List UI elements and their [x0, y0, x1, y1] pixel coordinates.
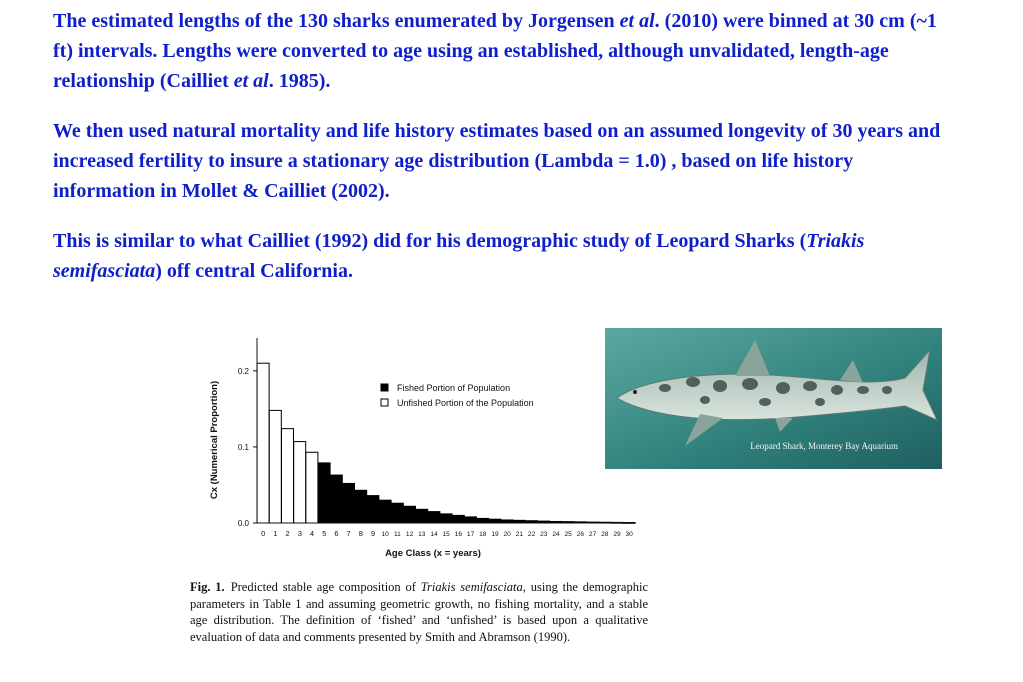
- legend-swatch-fished: [381, 384, 388, 391]
- bar-age-8: [355, 490, 367, 523]
- x-tick-label: 29: [613, 531, 621, 538]
- x-tick-label: 11: [393, 531, 401, 538]
- p3-text-c: ) off central California.: [155, 260, 353, 282]
- bar-age-9: [367, 496, 379, 523]
- y-tick-label: 0.0: [237, 519, 249, 528]
- bar-age-2: [282, 429, 294, 523]
- bar-age-15: [440, 514, 452, 523]
- x-tick-label: 8: [358, 529, 363, 538]
- x-tick-label: 1: [273, 529, 278, 538]
- x-tick-label: 17: [466, 531, 475, 538]
- y-tick-label: 0.2: [237, 366, 249, 376]
- y-tick-label: 0.1: [237, 442, 249, 452]
- x-tick-label: 9: [370, 529, 376, 538]
- bar-age-13: [416, 509, 428, 523]
- x-tick-label: 15: [442, 531, 450, 538]
- leopard-shark-photo: [605, 328, 942, 469]
- p3-text-a: This is similar to what Cailliet (1992) did for his demographic study of Leopard Sharks (: [53, 230, 807, 252]
- bar-age-14: [428, 512, 440, 523]
- x-tick-label: 26: [576, 531, 585, 538]
- age-distribution-chart: [200, 330, 640, 565]
- bar-age-19: [489, 519, 501, 523]
- x-tick-label: 13: [418, 531, 426, 538]
- p1-text-c: . (2010) were binned at 30 cm (~1 ft) intervals. Lengths were converted to age using an established, although unvalidated, length-age relationship (Cailliet: [53, 10, 937, 92]
- bar-age-3: [294, 442, 306, 523]
- x-tick-label: 2: [285, 529, 290, 538]
- bar-age-17: [465, 517, 477, 523]
- x-tick-label: 19: [491, 531, 499, 538]
- paragraph-1: [53, 6, 953, 96]
- bar-age-0: [257, 363, 269, 523]
- photo-caption: Leopard Shark, Monterey Bay Aquarium: [750, 441, 898, 451]
- bar-age-11: [391, 503, 403, 523]
- x-tick-label: 12: [405, 531, 414, 538]
- x-tick-label: 18: [479, 531, 487, 538]
- bar-age-12: [404, 506, 416, 523]
- x-tick-label: 23: [540, 531, 548, 538]
- x-tick-label: 6: [334, 529, 339, 538]
- x-tick-label: 20: [503, 531, 511, 538]
- p1-text-e: . 1985).: [268, 70, 331, 92]
- p1-italic-etal-1: et al: [619, 10, 655, 32]
- x-tick-label: 27: [588, 531, 597, 538]
- x-tick-label: 3: [297, 529, 302, 538]
- bar-age-16: [452, 515, 464, 523]
- paragraph-2: We then used natural mortality and life history estimates based on an assumed longevity of 30 years and increased fertility to insure a stationary age distribution (Lambda = 1.0) , based on life history information in Mollet & Cailliet (2002).: [53, 120, 941, 202]
- figure-caption: [190, 579, 648, 645]
- bar-age-18: [477, 518, 489, 523]
- caption-text-c: , using the demographic parameters in Table 1 and assuming geometric growth, no fishing mortality, and a stable age distribution. The definition of ‘fished’ and ‘unfished’ is based upon a qualitative evaluation of data and comments presented by Smith and Abramson (1990).: [190, 580, 648, 644]
- x-tick-label: 30: [625, 531, 633, 538]
- caption-text-a: Predicted stable age composition of: [230, 580, 421, 594]
- caption-species-name: Triakis semifasciata: [420, 580, 523, 594]
- bar-age-5: [318, 463, 330, 523]
- legend-swatch-unfished: [381, 399, 388, 406]
- x-tick-label: 25: [564, 531, 572, 538]
- x-tick-label: 28: [601, 531, 609, 538]
- bar-age-10: [379, 500, 391, 523]
- bar-age-7: [343, 483, 355, 523]
- x-tick-label: 4: [309, 529, 315, 538]
- figure-label: Fig. 1.: [190, 580, 225, 594]
- x-tick-label: 22: [527, 531, 536, 538]
- p1-text-a: The estimated lengths of the 130 sharks enumerated by Jorgensen: [53, 10, 620, 32]
- paragraph-3: [53, 226, 953, 286]
- x-tick-label: 14: [430, 531, 438, 538]
- y-axis-label: Cx (Numerical Proportion): [209, 380, 220, 500]
- chart-svg: [200, 330, 640, 565]
- x-tick-label: 21: [515, 531, 524, 538]
- legend-label-unfished: Unfished Portion of the Population: [397, 398, 534, 408]
- p1-italic-etal-2: et al: [233, 70, 269, 92]
- legend-label-fished: Fished Portion of Population: [397, 383, 511, 393]
- bar-age-6: [330, 475, 342, 523]
- p3-species-name: Triakis semifasciata: [53, 230, 865, 282]
- x-tick-label: 10: [381, 531, 389, 538]
- bar-age-1: [269, 410, 281, 523]
- x-tick-label: 5: [322, 529, 327, 538]
- bar-age-4: [306, 452, 318, 523]
- x-tick-label: 24: [552, 531, 560, 538]
- x-axis-label: Age Class (x = years): [385, 548, 481, 559]
- x-tick-label: 16: [454, 531, 463, 538]
- x-tick-label: 7: [346, 529, 351, 538]
- x-tick-label: 0: [261, 529, 266, 538]
